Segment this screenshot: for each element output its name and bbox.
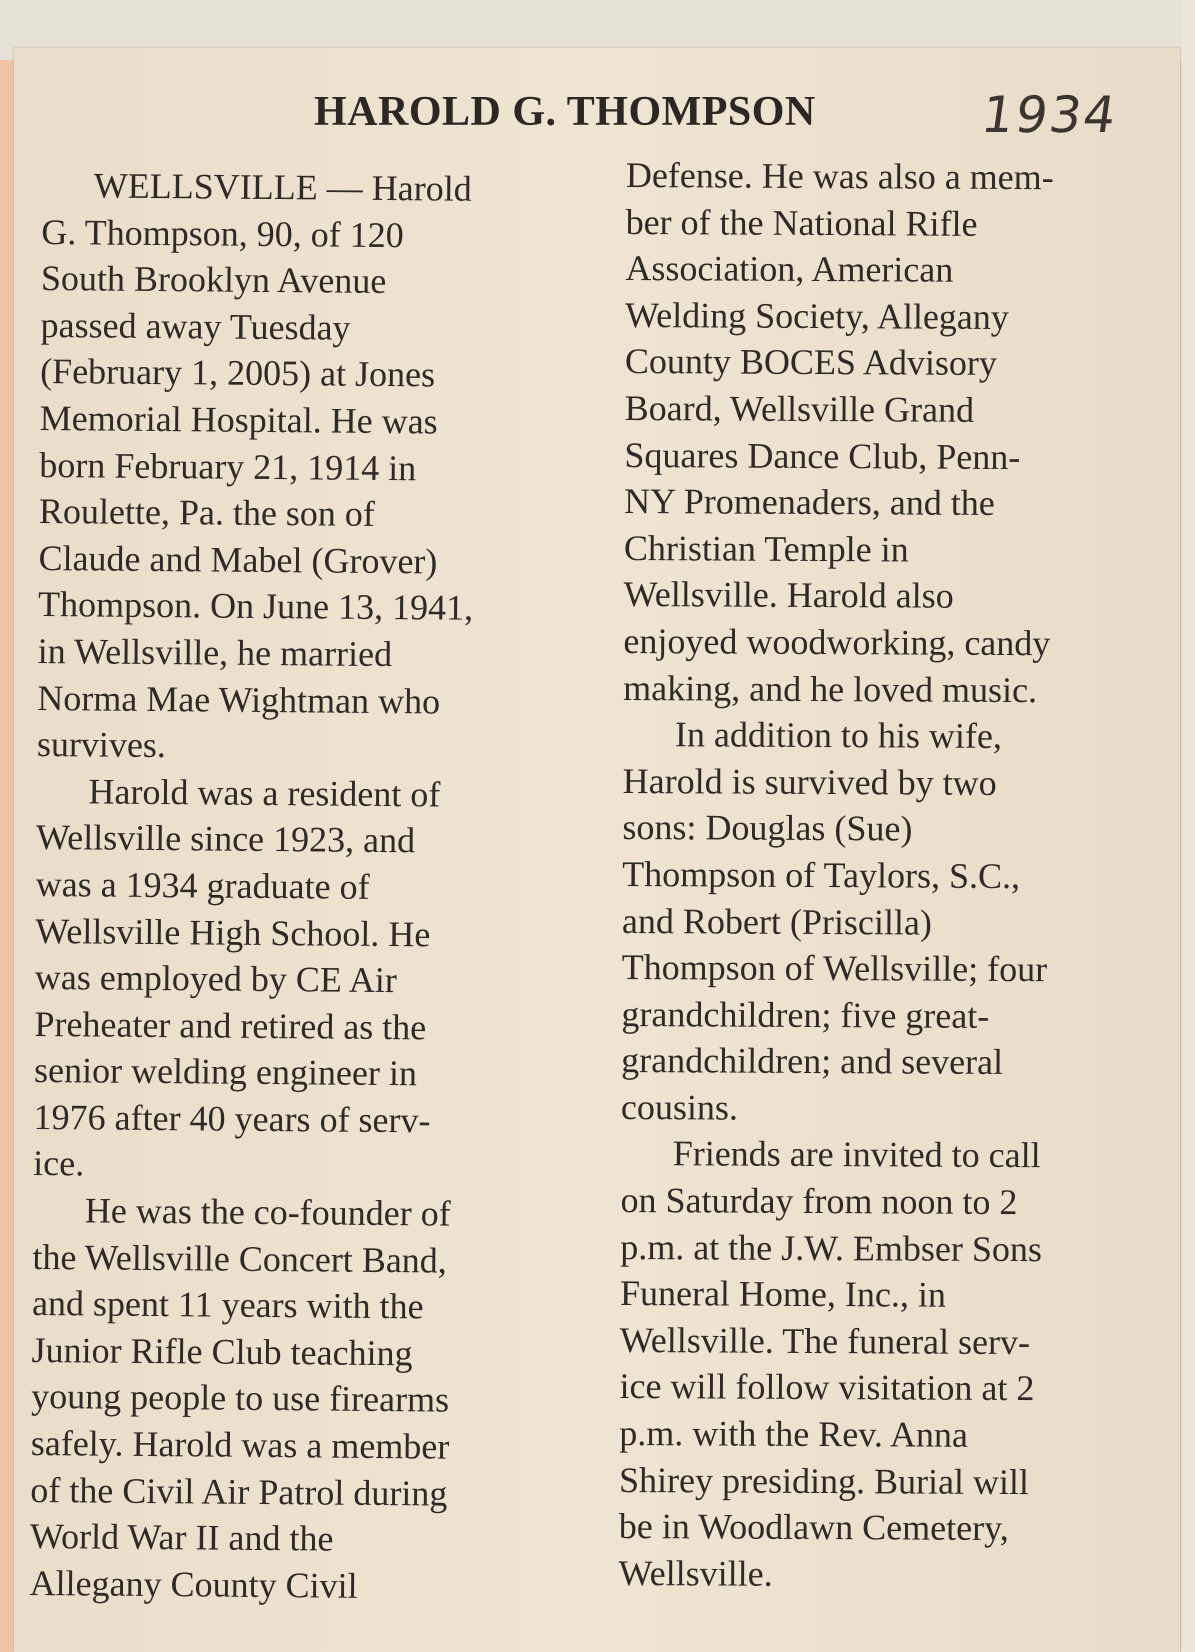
obituary-text-line: senior welding engineer in: [33, 1050, 418, 1094]
obituary-text-line: born February 21, 1914 in: [39, 444, 417, 488]
obituary-text-line: Funeral Home, Inc., in: [619, 1273, 947, 1315]
obituary-text-line: p.m. at the J.W. Embser Sons: [620, 1226, 1043, 1269]
obituary-text-line: Association, American: [625, 248, 954, 290]
obituary-text-line: grandchildren; five great-: [621, 993, 990, 1036]
obituary-text-line: Claude and Mabel (Grover): [38, 537, 438, 582]
obituary-text-line: (February 1, 2005) at Jones: [39, 351, 436, 395]
obituary-text-line: enjoyed woodworking, candy: [623, 620, 1051, 664]
obituary-text-line: was a 1934 graduate of: [35, 863, 370, 907]
obituary-text-line: Harold is survived by two: [622, 760, 997, 803]
obituary-text-line: p.m. with the Rev. Anna: [619, 1413, 969, 1455]
newspaper-clipping: [14, 48, 1180, 1652]
obituary-text-line: and spent 11 years with the: [31, 1283, 424, 1327]
obituary-text-line: Wellsville. The funeral serv-: [619, 1319, 1031, 1362]
scan-backdrop-right: [1181, 0, 1195, 1652]
obituary-headline: HAROLD G. THOMPSON: [314, 89, 816, 135]
obituary-text-line: Welding Society, Allegany: [625, 294, 1009, 337]
handwritten-year-note: 1934: [977, 86, 1122, 144]
obituary-text-line: Norma Mae Wightman who: [37, 677, 441, 722]
obituary-text-line: WELLSVILLE — Harold: [93, 165, 472, 209]
obituary-text-line: Harold was a resident of: [88, 771, 441, 815]
obituary-text-line: sons: Douglas (Sue): [622, 807, 913, 849]
obituary-text-line: safely. Harold was a member: [30, 1422, 450, 1467]
obituary-text-line: G. Thompson, 90, of 120: [41, 211, 404, 255]
obituary-text-line: Allegany County Civil: [29, 1562, 358, 1606]
obituary-text-line: World War II and the: [29, 1516, 334, 1559]
obituary-text-line: He was the co-founder of: [84, 1190, 451, 1234]
text-column-right: [618, 152, 1053, 1599]
obituary-text-line: Friends are invited to call: [672, 1133, 1041, 1176]
obituary-text-line: ice will follow visitation at 2: [619, 1366, 1035, 1409]
obituary-text-line: County BOCES Advisory: [624, 341, 998, 384]
obituary-text-line: ice.: [33, 1143, 85, 1184]
obituary-text-line: Junior Rifle Club teaching: [31, 1329, 413, 1374]
obituary-text-line: Preheater and retired as the: [34, 1003, 427, 1048]
obituary-text-line: Thompson. On June 13, 1941,: [37, 584, 474, 629]
obituary-text-line: on Saturday from noon to 2: [620, 1180, 1018, 1223]
obituary-text-line: grandchildren; and several: [621, 1040, 1004, 1083]
obituary-text-line: Christian Temple in: [623, 527, 909, 570]
obituary-text-line: of the Civil Air Patrol during: [30, 1469, 448, 1514]
obituary-text-line: Wellsville High School. He: [35, 910, 431, 954]
obituary-text-line: ber of the National Rifle: [625, 201, 978, 244]
obituary-text-line: NY Promenaders, and the: [624, 481, 995, 524]
text-column-left: [29, 162, 477, 1610]
obituary-text-line: be in Woodlawn Cemetery,: [618, 1506, 1009, 1549]
obituary-text-line: In addition to his wife,: [674, 714, 1003, 757]
obituary-text-line: Wellsville. Harold also: [623, 574, 954, 617]
obituary-text-line: cousins.: [620, 1086, 739, 1128]
obituary-text-line: Defense. He was also a mem-: [625, 154, 1054, 198]
obituary-text-line: was employed by CE Air: [34, 957, 398, 1001]
obituary-text-line: Thompson of Wellsville; four: [621, 947, 1048, 990]
obituary-text-line: passed away Tuesday: [40, 304, 351, 348]
obituary-text-line: young people to use firearms: [31, 1376, 450, 1421]
obituary-text-line: 1976 after 40 years of serv-: [33, 1096, 431, 1141]
obituary-text-line: Board, Wellsville Grand: [624, 387, 975, 430]
obituary-text-line: in Wellsville, he married: [37, 630, 393, 675]
obituary-text-line: Memorial Hospital. He was: [39, 397, 438, 442]
obituary-text-line: Shirey presiding. Burial will: [618, 1459, 1030, 1502]
obituary-text-line: South Brooklyn Avenue: [40, 258, 387, 302]
obituary-text-line: Roulette, Pa. the son of: [38, 491, 376, 535]
obituary-text-line: Squares Dance Club, Penn-: [624, 434, 1021, 477]
obituary-text-line: making, and he loved music.: [623, 667, 1038, 710]
obituary-text-line: and Robert (Priscilla): [621, 900, 932, 943]
obituary-text-line: the Wellsville Concert Band,: [32, 1236, 447, 1281]
obituary-text-line: survives.: [36, 724, 167, 766]
obituary-text-line: Wellsville since 1923, and: [35, 817, 416, 861]
obituary-text-line: Thompson of Taylors, S.C.,: [622, 853, 1021, 896]
obituary-text-line: Wellsville.: [618, 1552, 773, 1594]
